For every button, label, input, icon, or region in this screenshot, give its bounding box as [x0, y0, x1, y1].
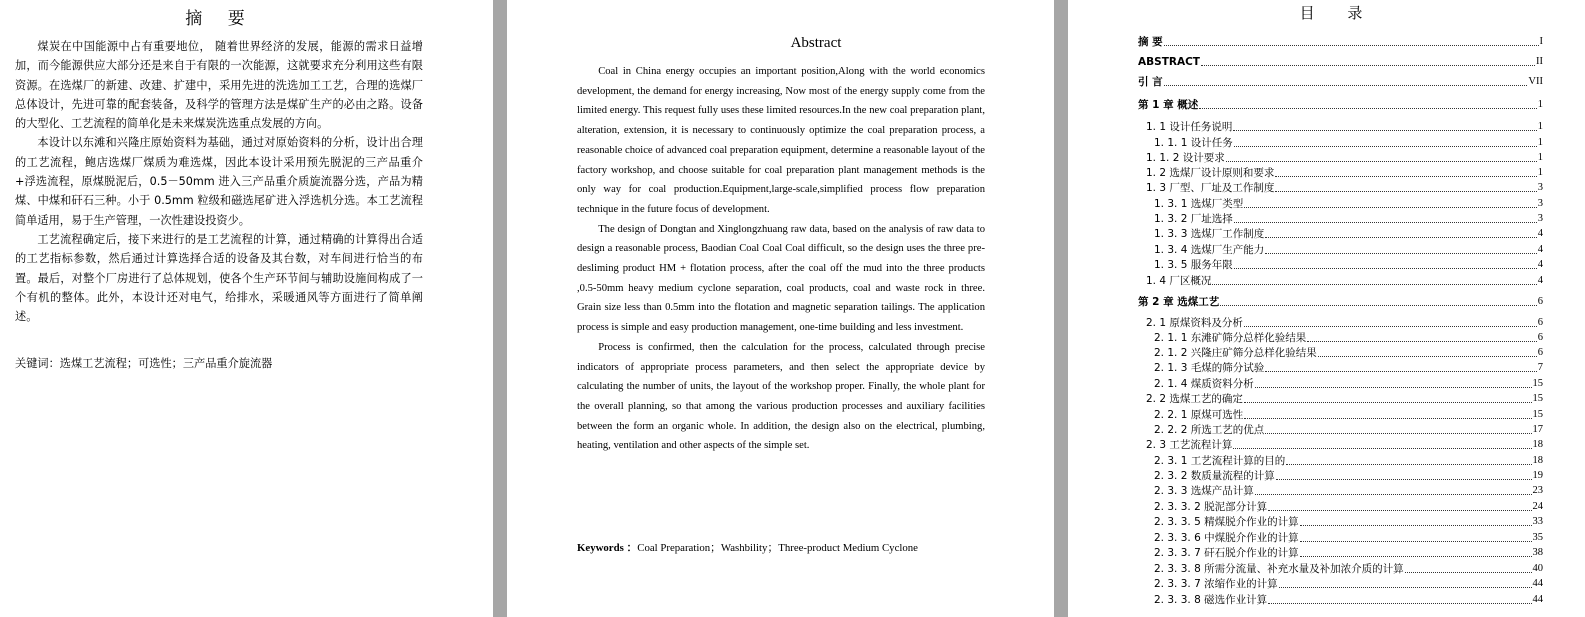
toc-entry-title: 1. 3. 1 选煤厂类型 — [1154, 198, 1244, 210]
toc-entry-page-number: 15 — [1532, 393, 1543, 404]
toc-title: 目 录 — [1299, 4, 1377, 22]
toc-dot-leader — [1268, 603, 1531, 604]
toc-entry-title: 2. 3. 1 工艺流程计算的目的 — [1154, 455, 1286, 467]
toc-entry-title: 2. 3. 3. 7 浓缩作业的计算 — [1154, 578, 1278, 590]
toc-entry-page-number: 6 — [1537, 317, 1543, 328]
toc-entry-title: 1. 1. 1 设计任务 — [1154, 137, 1233, 149]
toc-entry[interactable] — [1138, 345, 1543, 359]
toc-entry-title: 2. 1. 4 煤质资料分析 — [1154, 378, 1254, 390]
toc-entry-page-number: 1 — [1537, 121, 1543, 132]
english-abstract-paragraph: The design of Dongtan and Xinglongzhuang raw data, based on the analysis of raw data to design a reasonable process, Baodian Coal Coal Coal difficult, so the design uses the three pre-desliming product HM + flotation process, after the coal off the mud into the three products ,0.5-50mm heavy medium cyclone separation, coal products, coal and waste rock in three. Grain size less than 0.5mm into the flotation and magnetic separation tailings. The application process is simple and easy production management, one-time building and less investment. — [577, 223, 985, 334]
toc-entry-title: 2. 3. 3. 5 精煤脱介作业的计算 — [1154, 516, 1299, 528]
toc-entry-title: 2. 2 选煤工艺的确定 — [1146, 393, 1243, 405]
toc-entry-page-number: 15 — [1532, 378, 1543, 389]
toc-dot-leader — [1265, 237, 1537, 238]
toc-entry-title: 2. 1. 1 东滩矿筛分总样化验结果 — [1154, 332, 1307, 344]
toc-entry-title: 摘 要 — [1138, 36, 1163, 48]
toc-entry-title: ABSTRACT — [1138, 56, 1200, 68]
toc-entry-title: 第 2 章 选煤工艺 — [1138, 296, 1220, 308]
toc-entry-title: 2. 3. 3. 8 磁选作业计算 — [1154, 594, 1268, 606]
toc-dot-leader — [1244, 402, 1532, 403]
toc-entry-title: 1. 4 厂区概况 — [1146, 275, 1212, 287]
english-keywords-label: Keywords ： — [577, 542, 638, 554]
toc-entry-page-number: 44 — [1532, 594, 1543, 605]
toc-entry[interactable] — [1138, 242, 1543, 256]
toc-entry-page-number: 6 — [1537, 332, 1543, 343]
english-abstract-title: Abstract — [790, 35, 842, 51]
toc-entry-title: 1. 3. 3 选煤厂工作制度 — [1154, 228, 1265, 240]
toc-dot-leader — [1244, 326, 1537, 327]
toc-entry-title: 2. 3. 3. 6 中煤脱介作业的计算 — [1154, 532, 1299, 544]
toc-entry[interactable] — [1138, 273, 1543, 287]
toc-entry-page-number: 4 — [1537, 244, 1543, 255]
toc-entry-page-number: 1 — [1537, 152, 1543, 163]
toc-entry-page-number: VII — [1528, 76, 1543, 87]
toc-entry[interactable] — [1138, 514, 1543, 528]
toc-entry[interactable] — [1138, 54, 1543, 68]
toc-entry-title: 2. 1. 3 毛煤的筛分试验 — [1154, 362, 1265, 374]
toc-entry[interactable] — [1138, 97, 1543, 111]
toc-entry[interactable] — [1138, 196, 1543, 210]
toc-entry[interactable] — [1138, 499, 1543, 513]
toc-entry-page-number: 4 — [1537, 259, 1543, 270]
toc-dot-leader — [1234, 146, 1537, 147]
toc-entry[interactable] — [1138, 226, 1543, 240]
toc-dot-leader — [1265, 253, 1537, 254]
toc-entry-title: 第 1 章 概述 — [1138, 99, 1199, 111]
toc-entry-title: 1. 1 设计任务说明 — [1146, 121, 1233, 133]
toc-entry[interactable] — [1138, 211, 1543, 225]
table-of-contents-page — [1068, 0, 1585, 617]
toc-entry[interactable] — [1138, 422, 1543, 436]
toc-entry-page-number: 18 — [1532, 439, 1543, 450]
toc-dot-leader — [1300, 541, 1532, 542]
toc-entry[interactable] — [1138, 74, 1543, 88]
toc-entry[interactable] — [1138, 257, 1543, 271]
toc-dot-leader — [1307, 341, 1537, 342]
toc-dot-leader — [1300, 525, 1532, 526]
toc-entry[interactable] — [1138, 330, 1543, 344]
toc-entry-page-number: 24 — [1532, 501, 1543, 512]
toc-entry[interactable] — [1138, 376, 1543, 390]
toc-entry[interactable] — [1138, 437, 1543, 451]
toc-entry-page-number: 4 — [1537, 275, 1543, 286]
toc-entry-title: 2. 3. 3. 7 矸石脱介作业的计算 — [1154, 547, 1299, 559]
chinese-abstract-page — [0, 0, 493, 617]
toc-dot-leader — [1275, 176, 1536, 177]
toc-entry-page-number: 44 — [1532, 578, 1543, 589]
toc-dot-leader — [1199, 108, 1536, 109]
toc-entry[interactable] — [1138, 119, 1543, 133]
toc-entry[interactable] — [1138, 150, 1543, 164]
toc-entry-page-number: 6 — [1537, 347, 1543, 358]
toc-entry-page-number: 18 — [1532, 455, 1543, 466]
toc-dot-leader — [1279, 587, 1532, 588]
toc-entry-page-number: 1 — [1537, 137, 1543, 148]
toc-dot-leader — [1201, 65, 1535, 66]
toc-dot-leader — [1265, 433, 1531, 434]
toc-entry-title: 2. 1. 2 兴隆庄矿筛分总样化验结果 — [1154, 347, 1317, 359]
toc-entry[interactable] — [1138, 180, 1543, 194]
english-abstract-body — [577, 62, 985, 456]
toc-entry-title: 2. 2. 1 原煤可选性 — [1154, 409, 1244, 421]
toc-entry-page-number: 35 — [1532, 532, 1543, 543]
toc-entry-page-number: I — [1539, 36, 1543, 47]
toc-entry-title: 1. 3. 2 厂址选择 — [1154, 213, 1233, 225]
toc-dot-leader — [1226, 161, 1537, 162]
toc-entry-page-number: 15 — [1532, 409, 1543, 420]
toc-dot-leader — [1255, 387, 1532, 388]
toc-dot-leader — [1286, 464, 1531, 465]
chinese-abstract-body — [15, 37, 423, 326]
toc-entry[interactable] — [1138, 468, 1543, 482]
toc-entry-page-number: 3 — [1537, 213, 1543, 224]
chinese-abstract-paragraph: 工艺流程确定后，接下来进行的是工艺流程的计算，通过精确的计算得出合适的工艺指标参数，然后通过计算选择合适的设备及其台数，对车间进行恰当的布置。最后，对整个厂房进行了总体规划，使各个生产环节间与辅助设施间构成了一个有机的整体。此外，本设计还对电气，给排水，采暖通风等方面进行了简单阐述。 — [15, 232, 423, 324]
toc-entry-title: 2. 3. 3. 8 所需分流量、补充水量及补加浓介质的计算 — [1154, 563, 1404, 575]
toc-entry[interactable] — [1138, 545, 1543, 559]
toc-entry[interactable] — [1138, 483, 1543, 497]
toc-entry[interactable] — [1138, 407, 1543, 421]
toc-entry[interactable] — [1138, 315, 1543, 329]
toc-entry-page-number: II — [1536, 56, 1543, 67]
toc-dot-leader — [1212, 284, 1536, 285]
toc-entry-title: 引 言 — [1138, 76, 1163, 88]
toc-dot-leader — [1234, 268, 1537, 269]
toc-entry-title: 1. 2 选煤厂设计原则和要求 — [1146, 167, 1275, 179]
toc-dot-leader — [1244, 207, 1537, 208]
toc-dot-leader — [1244, 418, 1531, 419]
toc-dot-leader — [1268, 510, 1531, 511]
chinese-keywords: 关键词：选煤工艺流程；可选性；三产品重介旋流器 — [15, 357, 273, 370]
toc-dot-leader — [1255, 494, 1532, 495]
toc-entry-title: 2. 3. 3 选煤产品计算 — [1154, 485, 1254, 497]
toc-entry-title: 1. 3. 4 选煤厂生产能力 — [1154, 244, 1265, 256]
toc-entry-page-number: 40 — [1532, 563, 1543, 574]
toc-entry[interactable] — [1138, 576, 1543, 590]
toc-entry-title: 2. 1 原煤资料及分析 — [1146, 317, 1243, 329]
toc-entry-page-number: 1 — [1537, 167, 1543, 178]
toc-entry-title: 1. 3. 5 服务年限 — [1154, 259, 1233, 271]
toc-entry-page-number: 17 — [1532, 424, 1543, 435]
toc-entry[interactable] — [1138, 561, 1543, 575]
toc-dot-leader — [1275, 191, 1536, 192]
toc-entry-page-number: 23 — [1532, 485, 1543, 496]
toc-entry[interactable] — [1138, 592, 1543, 606]
toc-dot-leader — [1164, 85, 1528, 86]
toc-entry[interactable] — [1138, 453, 1543, 467]
toc-dot-leader — [1233, 448, 1531, 449]
chinese-abstract-paragraph: 煤炭在中国能源中占有重要地位， 随着世界经济的发展，能源的需求日益增加，而今能源供应大部分还是来自于有限的一次能源，这就要求充分利用这些有限资源。在选煤厂的新建、改建、扩建中，采用先进的洗选加工工艺，合理的选煤厂总体设计，先进可靠的配套装备，及科学的管理方法是煤矿生产的必由之路。设备的大型化、工艺流程的简单化是未来煤炭洗选重点发展的方向。 — [15, 40, 423, 131]
toc-dot-leader — [1405, 572, 1532, 573]
chinese-abstract-title: 摘 要 — [185, 9, 255, 29]
toc-entry-title: 1. 1. 2 设计要求 — [1146, 152, 1225, 164]
toc-dot-leader — [1300, 556, 1532, 557]
toc-entry[interactable] — [1138, 360, 1543, 374]
toc-entry-page-number: 38 — [1532, 547, 1543, 558]
toc-entry[interactable] — [1138, 530, 1543, 544]
toc-entry-title: 2. 3. 3. 2 脱泥部分计算 — [1154, 501, 1268, 513]
toc-entry-page-number: 6 — [1537, 296, 1543, 307]
toc-entry[interactable] — [1138, 165, 1543, 179]
toc-dot-leader — [1220, 305, 1536, 306]
toc-entry-page-number: 4 — [1537, 228, 1543, 239]
english-keywords-text: Coal Preparation；Washbility；Three-product Medium Cyclone — [637, 542, 918, 554]
toc-entry-title: 2. 2. 2 所选工艺的优点 — [1154, 424, 1265, 436]
toc-dot-leader — [1234, 222, 1537, 223]
english-abstract-page — [507, 0, 1054, 617]
toc-entry-page-number: 1 — [1537, 99, 1543, 110]
toc-entry-page-number: 3 — [1537, 198, 1543, 209]
toc-entry[interactable] — [1138, 294, 1543, 308]
toc-entry-title: 2. 3 工艺流程计算 — [1146, 439, 1233, 451]
english-keywords — [577, 540, 918, 555]
toc-entry-title: 2. 3. 2 数质量流程的计算 — [1154, 470, 1275, 482]
toc-entry-page-number: 3 — [1537, 182, 1543, 193]
toc-dot-leader — [1265, 371, 1537, 372]
toc-entry[interactable] — [1138, 391, 1543, 405]
chinese-abstract-paragraph: 本设计以东滩和兴隆庄原始资料为基础，通过对原始资料的分析，设计出合理的工艺流程，鲍店选煤厂煤质为难选煤，因此本设计采用预先脱泥的三产品重介+浮选流程，原煤脱泥后，0.5－50mm 进入三产品重介质旋流器分选，产品为精煤、中煤和矸石三种。小于 0.5mm 粒级和磁选尾矿进入浮选机分选。本工艺流程简单适用，易于生产管理，一次性建设投资少。 — [15, 136, 423, 227]
toc-dot-leader — [1276, 479, 1532, 480]
toc-entry-page-number: 19 — [1532, 470, 1543, 481]
toc-entry[interactable] — [1138, 135, 1543, 149]
toc-dot-leader — [1164, 45, 1539, 46]
english-abstract-paragraph: Coal in China energy occupies an important position,Along with the world economics development, the demand for energy increasing, Now most of the energy supply come from the limited energy. This request fully uses these limited resources.In the new coal preparation plant, alteration, extension, it is necessary to continuously optimize the coal preparation process, a reasonable choice of advanced coal preparation equipment, determine a reasonable layout of the factory workshop, and choose suitable for coal preparation plant management methods is the only way for coal production.Equipment,large-scale,simplified process flow preparation technique in the future focus of development. — [577, 66, 985, 215]
toc-entry-page-number: 7 — [1537, 362, 1543, 373]
toc-dot-leader — [1318, 356, 1537, 357]
toc-dot-leader — [1233, 130, 1536, 131]
toc-entry[interactable] — [1138, 34, 1543, 48]
english-abstract-paragraph: Process is confirmed, then the calculation for the process, calculated through precise indicators of appropriate process parameters, and then select the appropriate device by calculating the number of units, the layout of the workshop proper. Finally, the whole plant for the overall planning, so that among the various production processes and auxiliary facilities between the form an organic whole. In addition, the design also on the electrical, plumbing, heating, ventilation and other aspects of the simple set. — [577, 341, 985, 452]
toc-entry-title: 1. 3 厂型、厂址及工作制度 — [1146, 182, 1275, 194]
toc-entry-page-number: 33 — [1532, 516, 1543, 527]
